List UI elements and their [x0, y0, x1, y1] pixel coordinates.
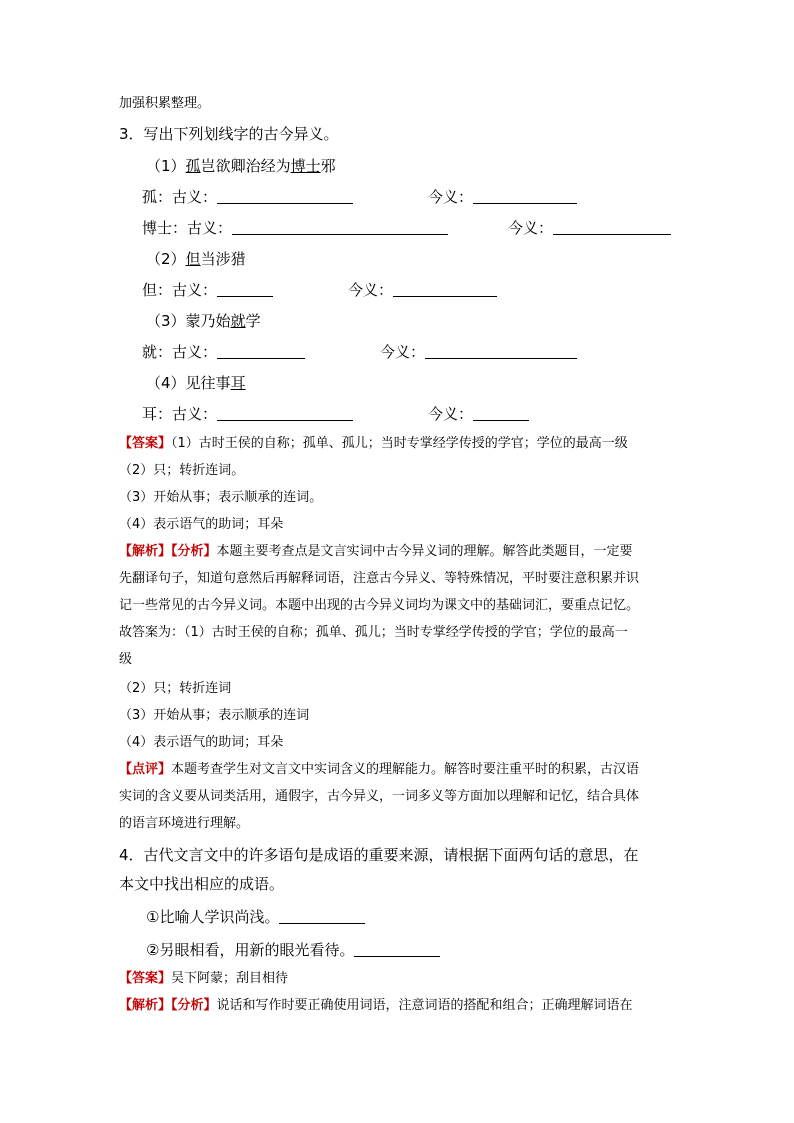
q3-item-2-sentence: （2）但当涉猎 — [146, 250, 246, 268]
q3-analysis-line-8: （4）表示语气的助词；耳朵 — [119, 735, 284, 750]
q3-row-jin-1: 今义： — [428, 187, 577, 207]
comment-tag: 【点评】 — [119, 762, 172, 777]
question-4-title-line-1: 4．古代文言文中的许多语句是成语的重要来源，请根据下面两句话的意思，在 — [119, 846, 639, 864]
q3-row-gu-4: 就：古义： — [142, 342, 305, 362]
q3-comment-line-1: 【点评】本题考查学生对文言文中实词含义的理解能力。解答时要注重平时的积累，古汉语 — [119, 762, 640, 777]
q3-analysis-line-3: 记一些常见的古今异义词。本题中出现的古今异义词均为课文中的基础词汇，要重点记忆。 — [119, 598, 640, 613]
answer-blank[interactable] — [425, 342, 577, 359]
answer-blank[interactable] — [473, 404, 529, 421]
question-4-title-line-2: 本文中找出相应的成语。 — [119, 875, 285, 893]
q3-row-jin-5: 今义： — [428, 404, 529, 424]
answer-blank[interactable] — [232, 218, 448, 235]
q3-item-1-sentence: （1）孤岂欲卿治经为博士邪 — [146, 157, 336, 175]
q3-analysis-line-4: 故答案为：（1）古时王侯的自称；孤单、孤儿；当时专掌经学传授的学官；学位的最高一 — [119, 625, 628, 640]
underlined-word: 就 — [230, 312, 246, 330]
q4-item-2: ②另眼相看，用新的眼光看待。 — [146, 940, 440, 960]
answer-blank[interactable] — [393, 280, 497, 297]
q4-analysis-line: 【解析】【分析】说话和写作时要正确使用词语，注意词语的搭配和组合；正确理解词语在 — [119, 998, 633, 1013]
underlined-word: 耳 — [230, 374, 246, 392]
q3-analysis-line-2: 先翻译句子，知道句意然后再解释词语，注意古今异义、等特殊情况，平时要注意积累并识 — [119, 571, 640, 586]
q3-row-gu-3: 但：古义： — [142, 280, 273, 300]
underlined-word: 博士 — [290, 157, 321, 175]
continued-text: 加强积累整理。 — [119, 96, 211, 111]
q3-analysis-line-6: （2）只；转折连词 — [119, 681, 232, 696]
q3-row-gu-5: 耳：古义： — [142, 404, 353, 424]
q3-row-jin-4: 今义： — [380, 342, 577, 362]
q3-row-jin-2: 今义： — [508, 218, 671, 238]
q3-row-gu-2: 博士：古义： — [142, 218, 448, 238]
answer-blank[interactable] — [553, 218, 671, 235]
q3-row-gu-1: 孤：古义： — [142, 187, 353, 207]
answer-blank[interactable] — [473, 187, 577, 204]
q3-comment-line-2: 实词的含义要从词类活用，通假字，古今异义，一词多义等方面加以理解和记忆，结合具体 — [119, 789, 640, 804]
underlined-word: 但 — [185, 250, 201, 268]
q3-item-4-sentence: （4）见往事耳 — [146, 374, 246, 392]
question-3-title: 3．写出下列划线字的古今异义。 — [119, 125, 339, 143]
analysis-tag: 【解析】【分析】 — [119, 998, 217, 1013]
answer-blank[interactable] — [217, 187, 353, 204]
answer-blank[interactable] — [217, 280, 273, 297]
q3-analysis-line-7: （3）开始从事；表示顺承的连词 — [119, 708, 310, 723]
q4-item-1: ①比喻人学识尚浅。 — [146, 907, 365, 927]
q3-item-3-sentence: （3）蒙乃始就学 — [146, 312, 261, 330]
answer-blank[interactable] — [354, 940, 440, 957]
analysis-tag: 【解析】【分析】 — [119, 544, 217, 559]
q3-row-jin-3: 今义： — [348, 280, 497, 300]
answer-blank[interactable] — [217, 342, 305, 359]
underlined-word: 孤 — [185, 157, 201, 175]
answer-blank[interactable] — [217, 404, 353, 421]
q3-answer-line-1: 【答案】（1）古时王侯的自称；孤单、孤儿；当时专掌经学传授的学官；学位的最高一级 — [119, 436, 628, 451]
q3-answer-line-3: （3）开始从事；表示顺承的连词。 — [119, 490, 323, 505]
q3-analysis-line-5: 级 — [119, 652, 133, 667]
q3-analysis-line-1: 【解析】【分析】本题主要考查点是文言实词中古今异义词的理解。解答此类题目，一定要 — [119, 544, 633, 559]
answer-tag: 【答案】 — [119, 971, 172, 986]
q4-answer-line: 【答案】吴下阿蒙；刮目相待 — [119, 971, 289, 986]
q3-answer-line-2: （2）只；转折连词。 — [119, 463, 245, 478]
answer-tag: 【答案】 — [119, 436, 172, 451]
q3-comment-line-3: 的语言环境进行理解。 — [119, 816, 250, 831]
q3-answer-line-4: （4）表示语气的助词；耳朵 — [119, 517, 284, 532]
answer-blank[interactable] — [279, 907, 365, 924]
